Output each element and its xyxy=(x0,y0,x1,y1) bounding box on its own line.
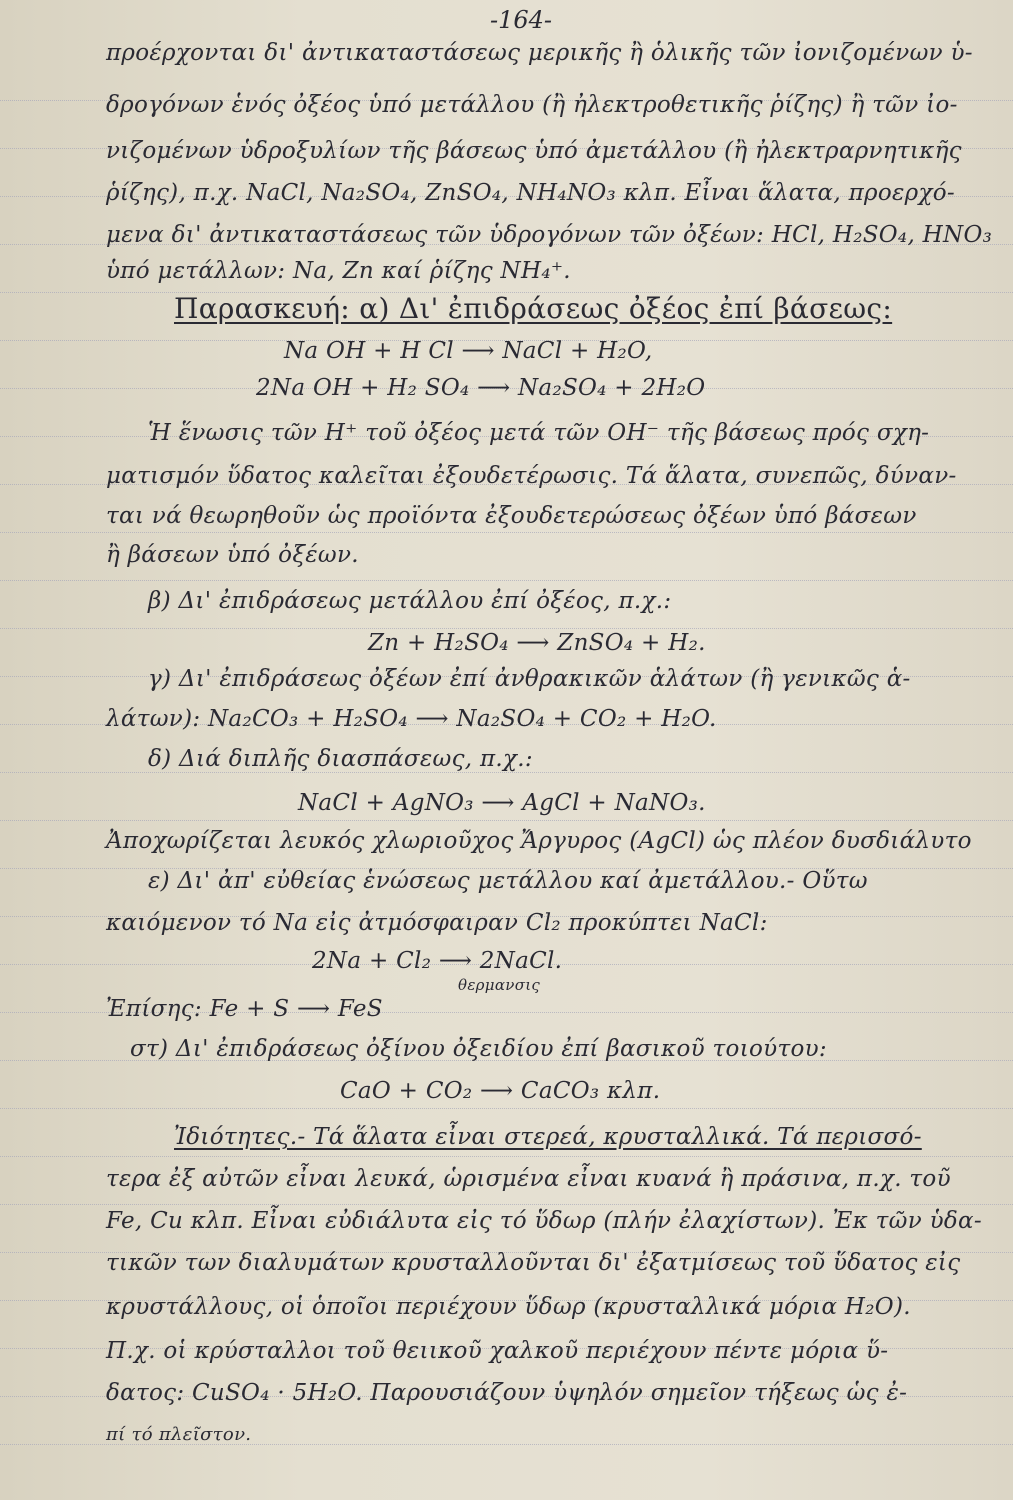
text-line: τερα ἐξ αὐτῶν εἶναι λευκά, ὡρισμένα εἶναι κυανά ἢ πράσινα, π.χ. τοῦ xyxy=(106,1166,951,1192)
method-heading: β) Δι' ἐπιδράσεως μετάλλου ἐπί ὀξέος, π.χ.: xyxy=(148,588,672,614)
text-line: ἢ βάσεων ὑπό ὀξέων. xyxy=(106,542,359,568)
method-heading: δ) Διά διπλῆς διασπάσεως, π.χ.: xyxy=(148,746,533,772)
method-heading: ε) Δι' ἀπ' εὐθείας ἑνώσεως μετάλλου καί ἀμετάλλου.- Οὕτω xyxy=(148,868,868,894)
page-number: -164- xyxy=(490,6,553,34)
text-line: ῥίζης), π.χ. NaCl, Na₂SO₄, ZnSO₄, NH₄NO₃ κλπ. Εἶναι ἅλατα, προερχό- xyxy=(106,180,955,206)
text-line: καιόμενον τό Na εἰς ἀτμόσφαιραν Cl₂ προκύπτει NaCl: xyxy=(106,910,768,936)
text-line: ὑπό μετάλλων: Na, Zn καί ῥίζης NH₄⁺. xyxy=(106,258,571,284)
text-line: προέρχονται δι' ἀντικαταστάσεως μερικῆς ἢ ὁλικῆς τῶν ἰονιζομένων ὑ- xyxy=(106,40,973,66)
equation: 2Na OH + H₂ SO₄ ⟶ Na₂SO₄ + 2H₂O xyxy=(256,375,706,401)
equation: Ἐπίσης: Fe + S ⟶ FeS xyxy=(106,996,383,1022)
text-line: νιζομένων ὑδροξυλίων τῆς βάσεως ὑπό ἀμετάλλου (ἢ ἠλεκτραρνητικῆς xyxy=(106,138,962,164)
equation: Na OH + H Cl ⟶ NaCl + H₂O, xyxy=(284,338,653,364)
equation: λάτων): Na₂CO₃ + H₂SO₄ ⟶ Na₂SO₄ + CO₂ + H₂O. xyxy=(106,706,717,732)
equation: Zn + H₂SO₄ ⟶ ZnSO₄ + H₂. xyxy=(368,630,706,656)
text-line: Π.χ. οἱ κρύσταλλοι τοῦ θειικοῦ χαλκοῦ περιέχουν πέντε μόρια ὕ- xyxy=(106,1338,889,1364)
method-heading: στ) Δι' ἐπιδράσεως ὀξίνου ὀξειδίου ἐπί βασικοῦ τοιούτου: xyxy=(130,1036,827,1062)
section-heading-properties: Ἰδιότητες.- Τά ἅλατα εἶναι στερεά, κρυσταλλικά. Τά περισσό- xyxy=(174,1124,922,1150)
text-line: δρογόνων ἑνός ὀξέος ὑπό μετάλλου (ἢ ἠλεκτροθετικῆς ῥίζης) ἢ τῶν ἰο- xyxy=(106,92,958,118)
equation: CaO + CO₂ ⟶ CaCO₃ κλπ. xyxy=(340,1078,661,1104)
text-line: ματισμόν ὕδατος καλεῖται ἐξουδετέρωσις. Τά ἅλατα, συνεπῶς, δύναν- xyxy=(106,463,957,489)
text-line: πί τό πλεῖστον. xyxy=(106,1424,252,1445)
text-line: Fe, Cu κλπ. Εἶναι εὐδιάλυτα εἰς τό ὕδωρ (πλήν ἐλαχίστων). Ἐκ τῶν ὑδα- xyxy=(106,1208,982,1234)
equation: NaCl + AgNO₃ ⟶ AgCl + NaNO₃. xyxy=(298,790,706,816)
text-line: τικῶν των διαλυμάτων κρυσταλλοῦνται δι' ἐξατμίσεως τοῦ ὕδατος εἰς xyxy=(106,1250,961,1276)
text-line: κρυστάλλους, οἱ ὁποῖοι περιέχουν ὕδωρ (κρυσταλλικά μόρια H₂O). xyxy=(106,1294,911,1320)
text-line: μενα δι' ἀντικαταστάσεως τῶν ὑδρογόνων τῶν ὀξέων: HCl, H₂SO₄, HNO₃ xyxy=(106,222,993,248)
arrow-label: θερμανσις xyxy=(458,976,541,994)
text-line: Ἡ ἕνωσις τῶν H⁺ τοῦ ὀξέος μετά τῶν OH⁻ τῆς βάσεως πρός σχη- xyxy=(148,420,930,446)
method-heading: γ) Δι' ἐπιδράσεως ὀξέων ἐπί ἀνθρακικῶν ἁλάτων (ἢ γενικῶς ἁ- xyxy=(148,666,911,692)
section-heading-preparation: Παρασκευή: α) Δι' ἐπιδράσεως ὀξέος ἐπί βάσεως: xyxy=(174,292,893,325)
text-line: Ἀποχωρίζεται λευκός χλωριοῦχος Ἄργυρος (AgCl) ὡς πλέον δυσδιάλυτο xyxy=(106,828,972,854)
equation: 2Na + Cl₂ ⟶ 2NaCl. xyxy=(312,948,563,974)
text-line: ται νά θεωρηθοῦν ὡς προϊόντα ἐξουδετερώσεως ὀξέων ὑπό βάσεων xyxy=(106,503,917,529)
text-line: δατος: CuSO₄ · 5H₂O. Παρουσιάζουν ὑψηλόν σημεῖον τήξεως ὡς ἐ- xyxy=(106,1380,908,1406)
